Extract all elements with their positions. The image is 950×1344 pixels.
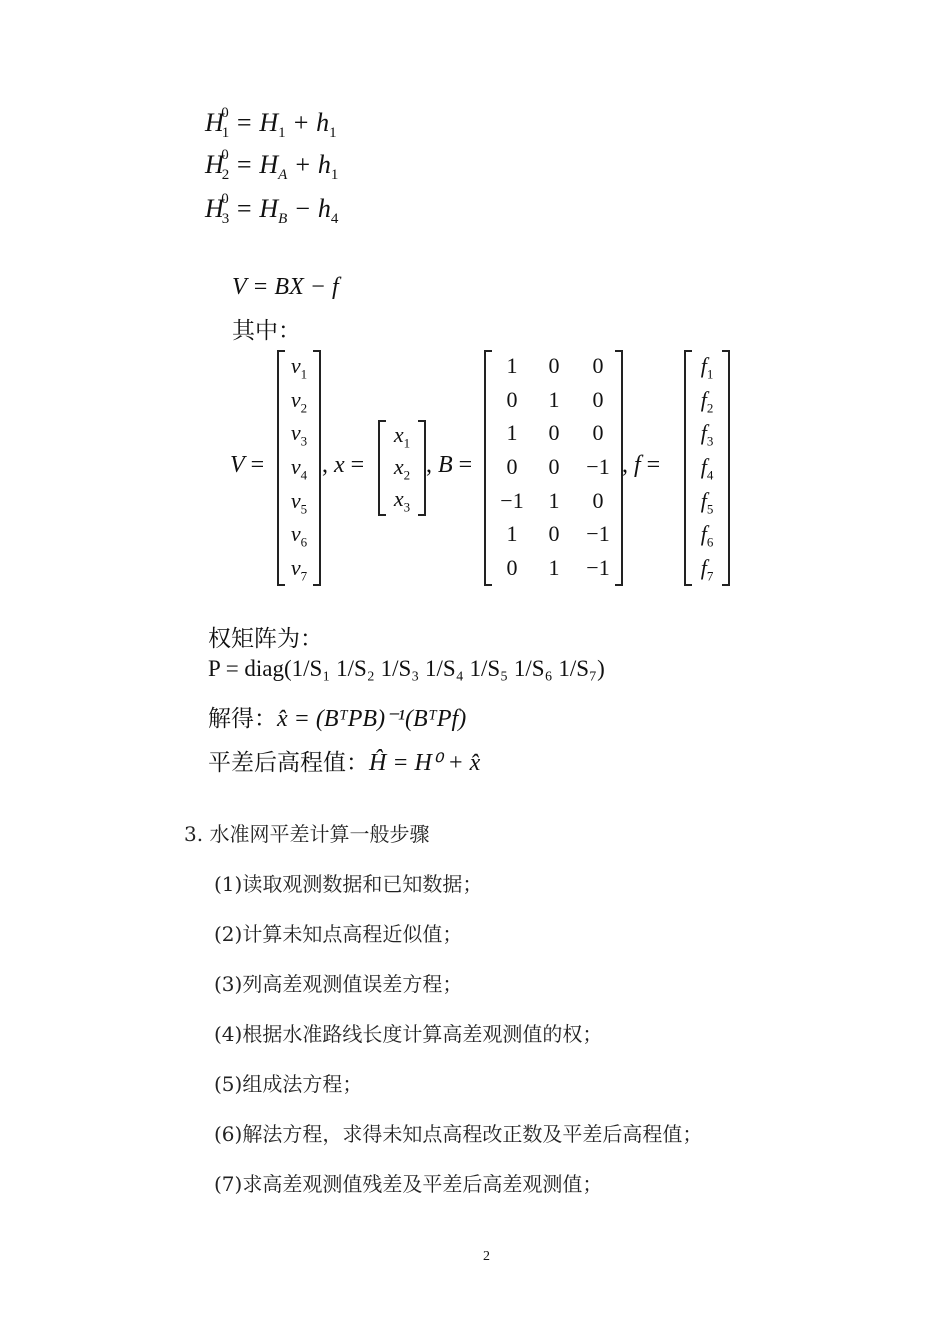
b-cell: −1 (586, 454, 610, 479)
b-cell: 1 (506, 352, 518, 378)
solution-line (208, 700, 466, 733)
b-cell: 0 (548, 352, 560, 378)
v-cell-6: $v_6$ (290, 521, 308, 550)
v-cell-3: $v_3$ (290, 420, 308, 449)
f-cell-2: $f_2$ (700, 386, 714, 415)
b-cell: 1 (548, 487, 560, 513)
weight-equation: P = diag(1/S₁ 1/S₂ 1/S₃ 1/S₄ 1/S₅ 1/S₆ 1/S₇) (208, 656, 605, 681)
b-cell: 1 (506, 420, 518, 446)
v-cell-2: $v_2$ (290, 386, 308, 415)
x-cell-1: $x_1$ (393, 422, 411, 451)
b-label: , B = (426, 452, 473, 478)
adjusted-label: 平差后高程值： (208, 750, 369, 776)
f-cell-4: $f_4$ (700, 454, 714, 483)
v-label: V = (230, 452, 265, 478)
step-6: (6)解法方程，求得未知点高程改正数及平差后高程值； (214, 1122, 703, 1146)
model-equation: V = BX − f (232, 274, 339, 300)
b-cell: −1 (586, 555, 610, 581)
f-cell-6: $f_6$ (700, 521, 714, 550)
b-cell: 0 (506, 555, 518, 581)
b-cell: 0 (592, 352, 604, 378)
f-cell-3: $f_3$ (700, 420, 714, 449)
adjusted-line (208, 744, 480, 777)
b-cell: 0 (592, 487, 604, 513)
v-cell-7: $v_7$ (290, 555, 308, 584)
b-cell: 0 (548, 454, 560, 479)
f-matrix (684, 350, 730, 586)
v-matrix (277, 350, 321, 586)
solve-label: 解得： (208, 706, 277, 732)
f-cell-1: $f_1$ (700, 352, 714, 382)
b-cell: −1 (586, 521, 610, 547)
x-cell-2: $x_2$ (393, 454, 411, 483)
step-2: (2)计算未知点高程近似值； (214, 922, 463, 946)
approx-eq-3: $H_3^0 = H_B - h_4$ (205, 191, 339, 228)
page-number: 2 (483, 1249, 490, 1264)
step-7: (7)求高差观测值残差及平差后高差观测值； (214, 1172, 603, 1196)
f-cell-7: $f_7$ (700, 555, 714, 584)
step-1: (1)读取观测数据和已知数据； (214, 872, 483, 896)
x-label: , x = (322, 452, 365, 478)
v-cell-4: $v_4$ (290, 454, 308, 483)
b-cell: 0 (506, 454, 518, 479)
weight-label: 权矩阵为： (208, 626, 323, 652)
b-cell: 0 (506, 386, 518, 412)
b-cell: 1 (506, 521, 518, 547)
b-matrix (484, 350, 623, 586)
x-matrix (378, 420, 426, 516)
b-cell: 1 (548, 555, 560, 581)
b-cell: 1 (548, 386, 560, 412)
b-cell: 0 (548, 521, 560, 547)
approx-eq-1: $H_1^0 = H_1 + h_1$ (205, 105, 337, 142)
where-label: 其中： (232, 318, 301, 344)
x-cell-3: $x_3$ (393, 486, 411, 515)
section-title: 3. 水准网平差计算一般步骤 (184, 822, 430, 846)
b-cell: 0 (592, 386, 604, 412)
f-cell-5: $f_5$ (700, 487, 714, 517)
solve-equation: x̂ = (BᵀPB)⁻¹(BᵀPf) (277, 706, 467, 732)
approx-eq-2: $H_2^0 = H_A + h_1$ (205, 147, 339, 184)
b-cell: 0 (592, 420, 604, 446)
step-5: (5)组成法方程； (214, 1072, 363, 1096)
step-3: (3)列高差观测值误差方程； (214, 972, 463, 996)
adjusted-equation: Ĥ = H⁰ + x̂ (369, 750, 481, 776)
b-cell: 0 (548, 420, 560, 446)
b-cell: −1 (500, 487, 524, 513)
v-cell-5: $v_5$ (290, 487, 308, 517)
step-4: (4)根据水准路线长度计算高差观测值的权； (214, 1022, 603, 1046)
v-cell-1: $v_1$ (290, 352, 308, 382)
f-label: , f = (622, 452, 661, 478)
